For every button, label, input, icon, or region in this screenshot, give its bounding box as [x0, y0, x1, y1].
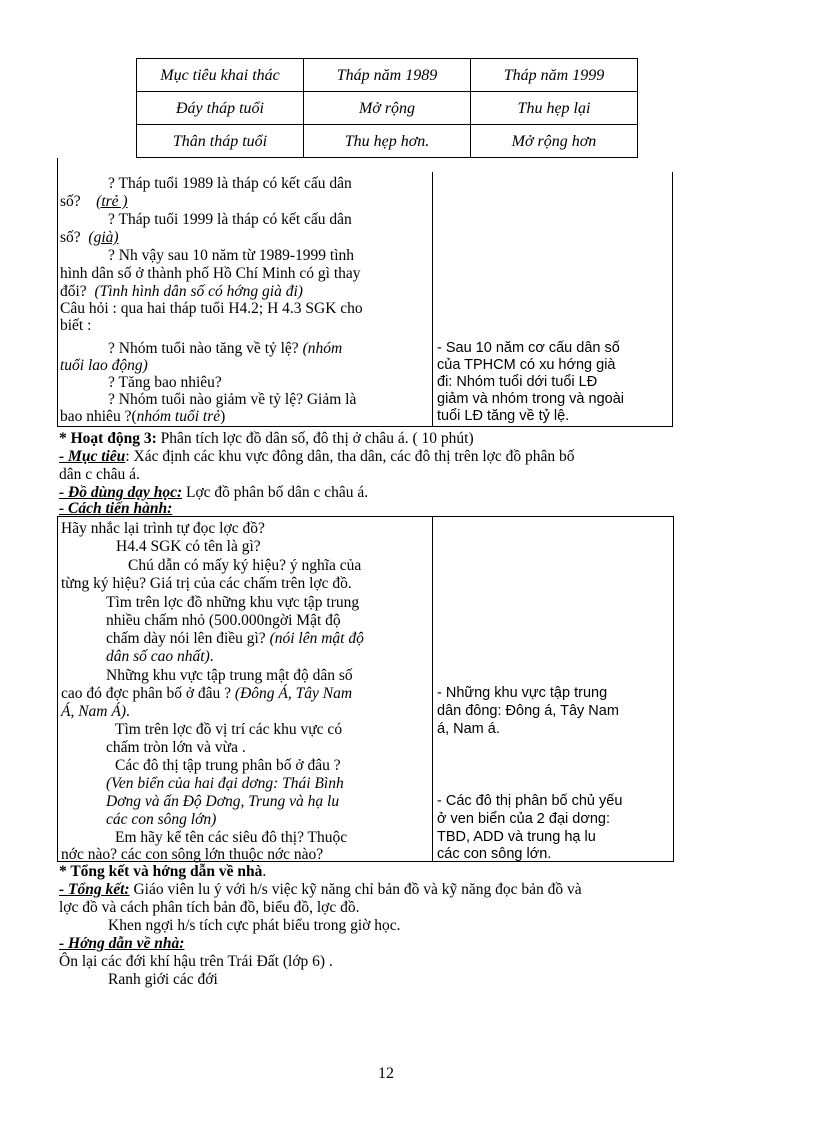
table-cell: Mở rộng hơn [471, 125, 638, 158]
question-line: từng ký hiệu? Giá trị của các chấm trên lợc đồ. [61, 575, 352, 592]
method-label: - Cách tiến hành: [59, 500, 173, 517]
tools-line: - Đồ dùng dạy học: Lợc đồ phân bố dân c châu á. [59, 484, 369, 501]
answer-text: nhóm tuổi trẻ [136, 408, 221, 425]
answer-text: (Ven biển của hai đại dơng: Thái Bình [106, 775, 344, 792]
box2-divider [432, 516, 433, 861]
table-cell: Thân tháp tuổi [137, 125, 304, 158]
table-cell: Mở rộng [304, 92, 471, 125]
answer-text: các con sông lớn) [106, 811, 217, 828]
answer-line: - Sau 10 năm cơ cấu dân số [437, 340, 620, 356]
answer-text: (nói lên mật độ [269, 630, 364, 647]
answer-text: tuổi lao động) [60, 357, 148, 374]
question-line: Tìm trên lợc đồ vị trí các khu vực có [115, 721, 343, 738]
question-line: biết : [60, 317, 92, 334]
pyramid-comparison-table [136, 58, 638, 158]
answer-line: giảm và nhóm trong và ngoài [437, 391, 624, 407]
answer-line: - Những khu vực tập trung [437, 685, 608, 701]
table-row [137, 125, 638, 158]
answer-text: (nhóm [302, 340, 343, 357]
box1-bottom-border [57, 426, 673, 427]
question-line: ? Nh vậy sau 10 năm từ 1989-1999 tình [108, 247, 355, 264]
summary-line: lợc đồ và cách phân tích bản đồ, biểu đồ, lợc đồ. [59, 899, 360, 916]
question-line: đổi? (Tình hình dân số có hớng già đi) [60, 283, 303, 300]
table-cell: Đáy tháp tuổi [137, 92, 304, 125]
question-line: chấm tròn lớn và vừa . [106, 739, 246, 756]
answer-line: của TPHCM có xu hớng già [437, 357, 616, 373]
question-line: ? Tháp tuổi 1989 là tháp có kết cấu dân [108, 175, 352, 192]
homework-label: - Hớng dẫn về nhà: [59, 935, 185, 952]
question-line: số? (trẻ ) [60, 193, 128, 210]
answer-text: (trẻ ) [96, 193, 128, 210]
question-line: Tìm trên lợc đồ những khu vực tập trung [106, 594, 360, 611]
homework-line: Ôn lại các đới khí hậu trên Trái Đất (lớp 6) . [59, 953, 333, 970]
activity-title: * Hoạt động 3: Phân tích lợc đồ dân số, đô thị ở châu á. ( 10 phút) [59, 430, 474, 447]
answer-text: (già) [88, 229, 119, 246]
question-line: nớc nào? các con sông lớn thuộc nớc nào? [61, 846, 324, 863]
table-cell: Thu hẹp hơn. [304, 125, 471, 158]
question-line: số? (già) [60, 229, 119, 246]
question-line: bao nhiêu ?(nhóm tuổi trẻ) [60, 408, 226, 425]
table-header-cell: Tháp năm 1999 [471, 59, 638, 92]
answer-text: (Đông Á, Tây Nam [234, 685, 353, 702]
question-line: Hãy nhắc lại trình tự đọc lợc đồ? [61, 520, 265, 537]
question-line: chấm dày nói lên điều gì? (nói lên mật độ [106, 630, 364, 647]
question-line: hình dân số ở thành phố Hồ Chí Minh có gì thay [60, 265, 361, 282]
question-line: Những khu vực tập trung mật độ dân số [106, 667, 353, 684]
table-header-row [137, 59, 638, 92]
box1-divider [432, 172, 433, 426]
answer-line: - Các đô thị phân bố chủ yếu [437, 793, 623, 809]
goal-line: - Mục tiêu: Xác định các khu vực đông dân, tha dân, các đô thị trên lợc đồ phân bố [59, 448, 575, 465]
answer-text: Á, Nam Á). [61, 703, 130, 720]
table-header-cell: Mục tiêu khai thác [137, 59, 304, 92]
goal-line: dân c châu á. [59, 466, 140, 483]
summary-title: * Tổng kết và hớng dẫn về nhà. [59, 863, 267, 880]
question-line: ? Tháp tuổi 1999 là tháp có kết cấu dân [108, 211, 352, 228]
answer-line: TBD, ADD và trung hạ lu [437, 829, 596, 845]
question-line: ? Nhóm tuổi nào giảm về tỷ lệ? Giảm là [108, 391, 357, 408]
answer-line: đi: Nhóm tuổi dới tuổi LĐ [437, 374, 598, 390]
table-row [137, 92, 638, 125]
table-cell: Thu hẹp lại [471, 92, 638, 125]
answer-line: ở ven biển của 2 đại dơng: [437, 811, 610, 827]
answer-line: á, Nam á. [437, 721, 500, 737]
question-line: ? Tăng bao nhiêu? [108, 374, 222, 391]
question-line: nhiều chấm nhỏ (500.000ngời Mật độ [106, 612, 341, 629]
answer-text: Dơng và ấn Độ Dơng, Trung và hạ lu [106, 793, 340, 810]
question-line: ? Nhóm tuổi nào tăng về tỷ lệ? (nhóm [108, 340, 343, 357]
box1-right-border [672, 172, 673, 426]
question-line: Câu hỏi : qua hai tháp tuổi H4.2; H 4.3 SGK cho [60, 300, 363, 317]
question-line: cao đó đợc phân bố ở đâu ? (Đông Á, Tây Nam [61, 685, 353, 702]
answer-line: dân đông: Đông á, Tây Nam [437, 703, 619, 719]
praise-line: Khen ngợi h/s tích cực phát biểu trong giờ học. [108, 917, 401, 934]
page-number: 12 [378, 1065, 394, 1082]
summary-line: - Tổng kết: Giáo viên lu ý với h/s việc kỹ năng chỉ bản đồ và kỹ năng đọc bản đồ và [59, 881, 582, 898]
question-line: Chú dẫn có mấy ký hiệu? ý nghĩa của [128, 557, 362, 574]
answer-line: các con sông lớn. [437, 846, 552, 862]
question-line: Em hãy kể tên các siêu đô thị? Thuộc [115, 829, 348, 846]
box1-left-border [57, 158, 58, 426]
question-line: Các đô thị tập trung phân bố ở đâu ? [115, 757, 341, 774]
question-line: H4.4 SGK có tên là gì? [116, 538, 261, 555]
answer-text: dân số cao nhất). [106, 648, 214, 665]
answer-line: tuổi LĐ tăng về tỷ lệ. [437, 408, 570, 424]
table-header-cell: Tháp năm 1989 [304, 59, 471, 92]
homework-line: Ranh giới các đới [108, 971, 218, 988]
answer-text: (Tình hình dân số có hớng già đi) [94, 283, 303, 300]
